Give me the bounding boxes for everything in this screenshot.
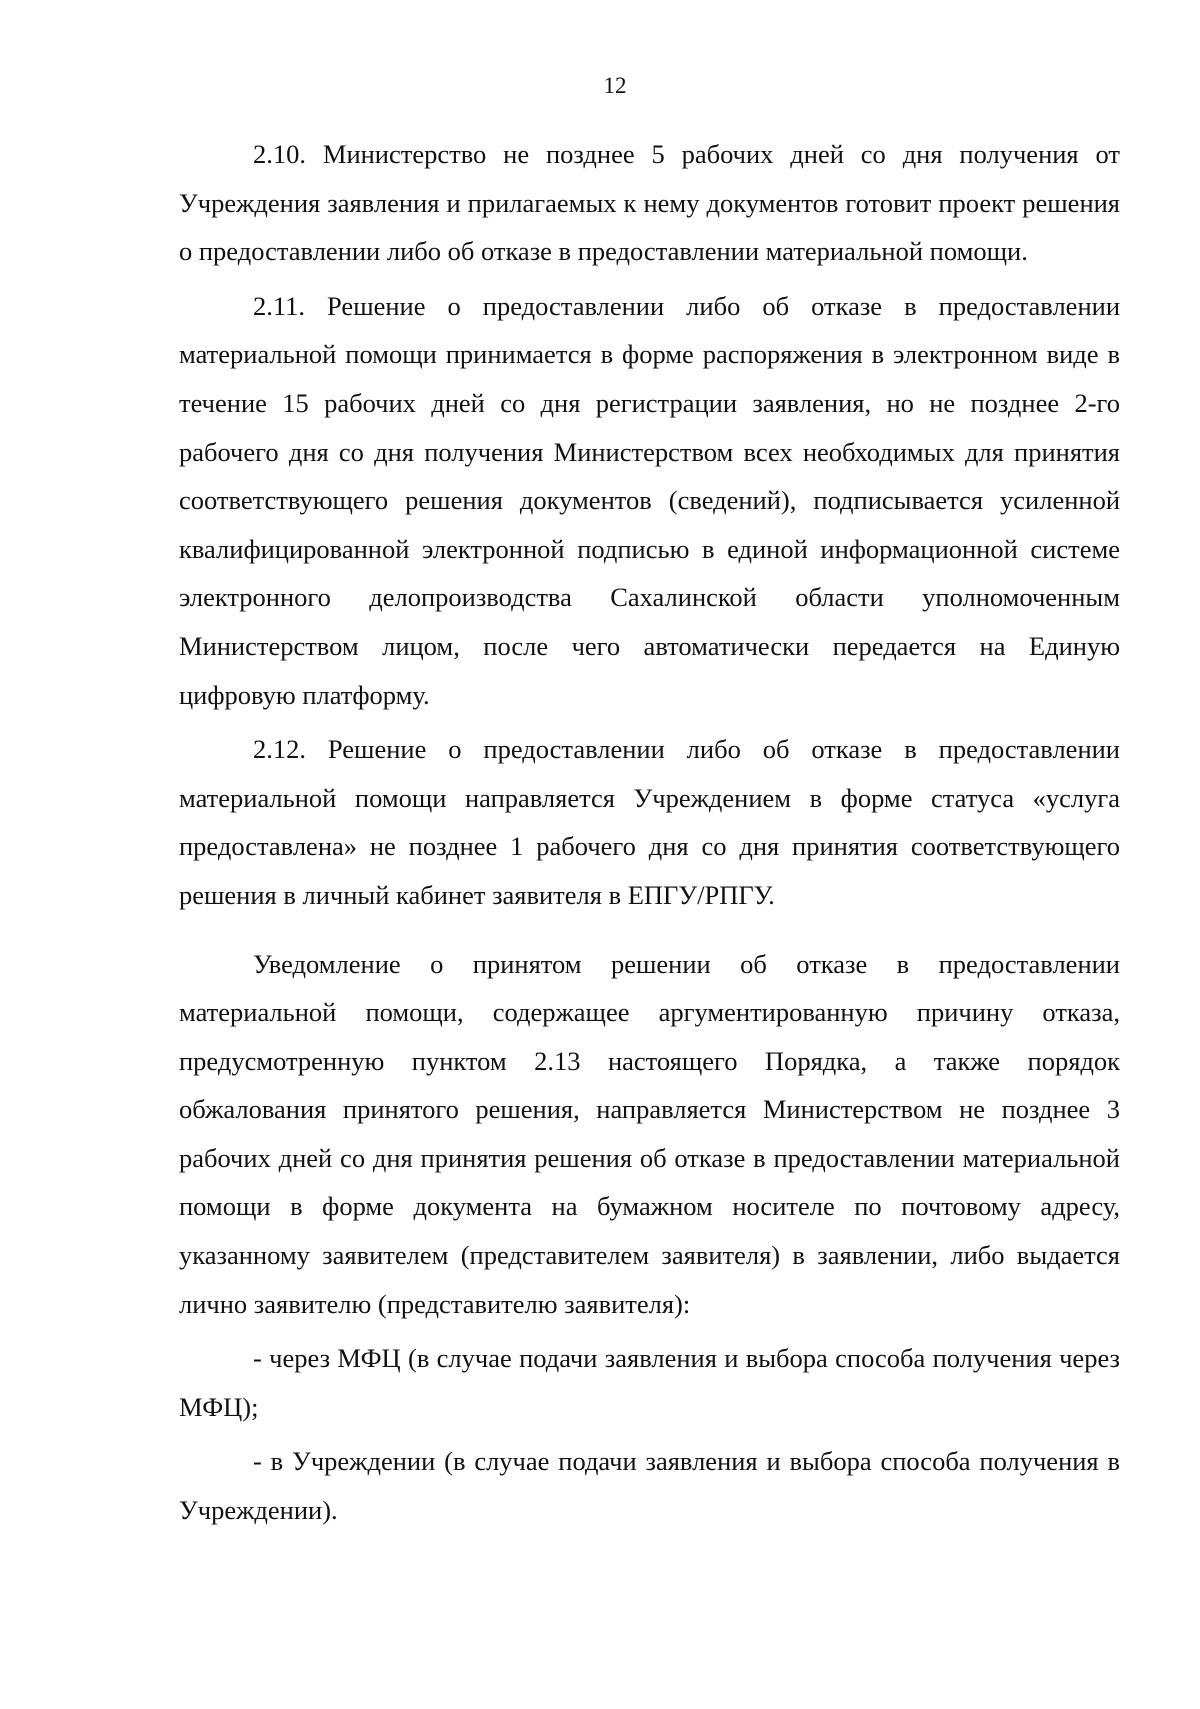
- paragraph-2-11: 2.11. Решение о предоставлении либо об отказе в предоставлении материальной помощи принимается в форме распоряжения в электронном виде в течение 15 рабочих дней со дня регистрации заявления, но не позднее 2-го рабочего дня со дня получения Министерством всех необходимых для принятия соответствующего решения документов (сведений), подписывается усиленной квалифицированной электронной подписью в единой информационной системе электронного делопроизводства Сахалинской области уполномоченным Министерством лицом, после чего автоматически передается на Единую цифровую платформу.: [179, 290, 1120, 710]
- paragraph-notification: Уведомление о принятом решении об отказе в предоставлении материальной помощи, содержащее аргументированную причину отказа, предусмотренную пунктом 2.13 настоящего Порядка, а также порядок обжалования принятого решения, направляется Министерством не позднее 3 рабочих дней со дня принятия решения об отказе в предоставлении материальной помощи в форме документа на бумажном носителе по почтовому адресу, указанному заявителем (представителем заявителя) в заявлении, либо выдается лично заявителю (представителю заявителя):: [179, 948, 1120, 1319]
- list-item-institution: - в Учреждении (в случае подачи заявления и выбора способа получения в Учреждении).: [179, 1446, 1120, 1526]
- paragraph-2-12: 2.12. Решение о предоставлении либо об отказе в предоставлении материальной помощи направляется Учреждением в форме статуса «услуга предоставлена» не позднее 1 рабочего дня со дня принятия соответствующего решения в личный кабинет заявителя в ЕПГУ/РПГУ.: [179, 734, 1120, 910]
- document-body: [179, 130, 1120, 1541]
- paragraph-2-10: 2.10. Министерство не позднее 5 рабочих дней со дня получения от Учреждения заявления и прилагаемых к нему документов готовит проект решения о предоставлении либо об отказе в предоставлении материальной помощи.: [179, 139, 1120, 267]
- list-item-mfc: - через МФЦ (в случае подачи заявления и выбора способа получения через МФЦ);: [179, 1343, 1120, 1422]
- page-number: 12: [603, 73, 627, 98]
